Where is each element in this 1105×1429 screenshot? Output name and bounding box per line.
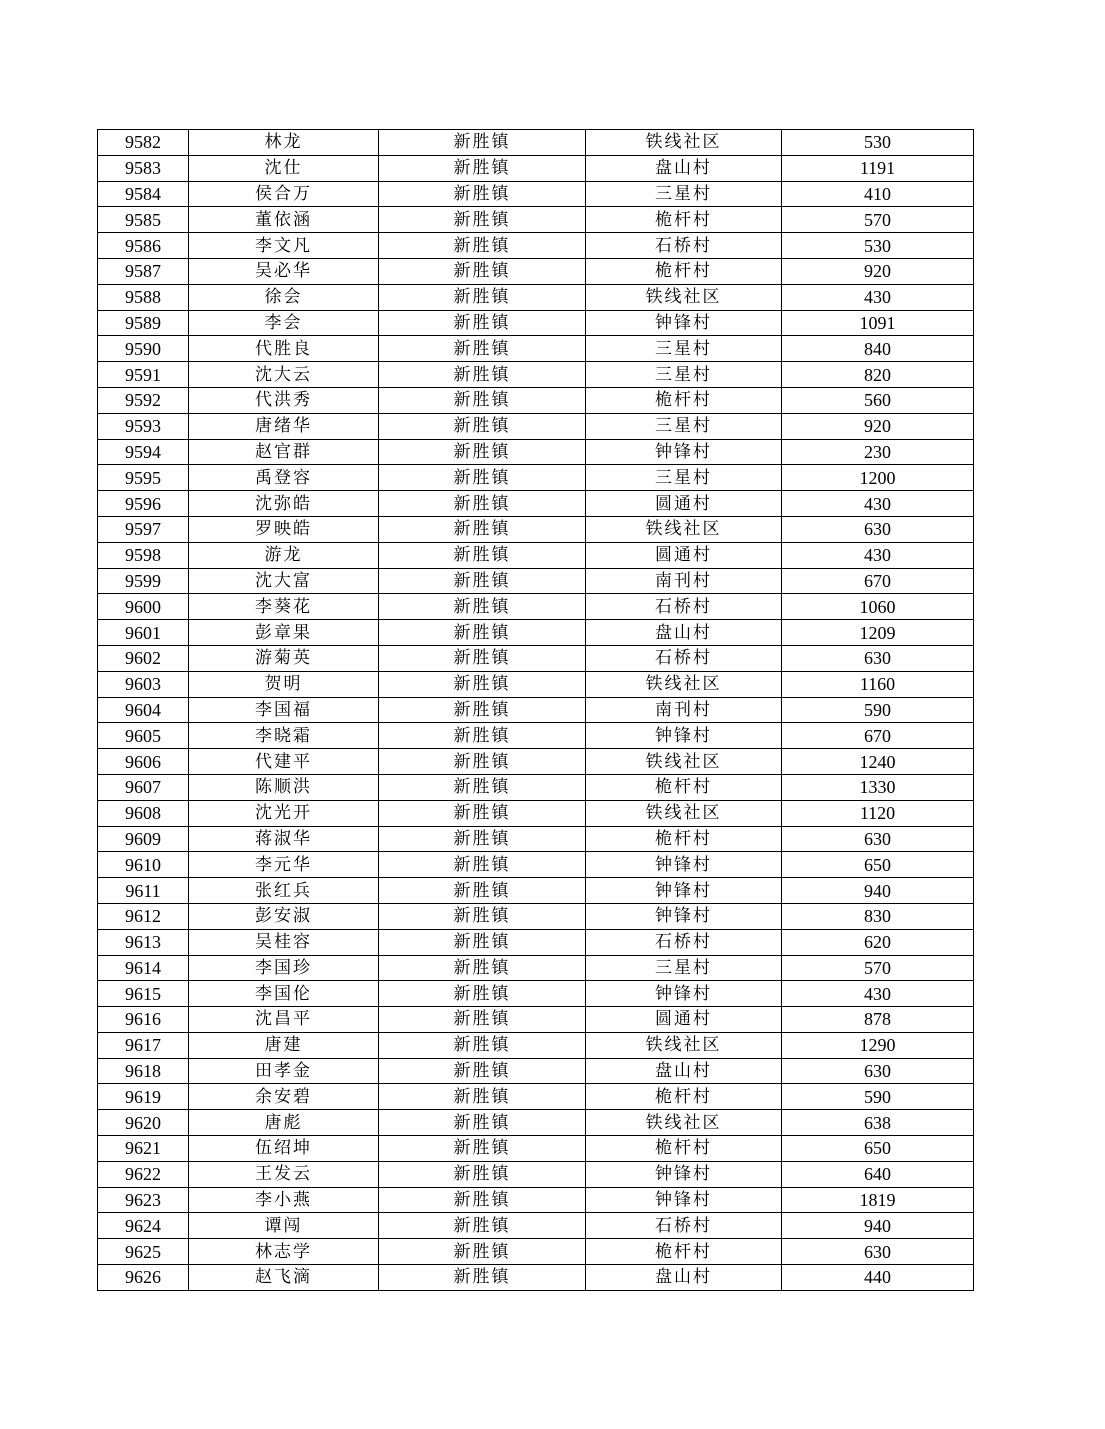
town-cell: 新胜镇 xyxy=(379,413,586,439)
village-cell: 钟锋村 xyxy=(586,981,782,1007)
village-cell: 铁线社区 xyxy=(586,671,782,697)
village-cell: 石桥村 xyxy=(586,1213,782,1239)
name-cell: 代洪秀 xyxy=(189,387,379,413)
town-cell: 新胜镇 xyxy=(379,155,586,181)
village-cell: 钟锋村 xyxy=(586,852,782,878)
town-cell: 新胜镇 xyxy=(379,620,586,646)
name-cell: 唐建 xyxy=(189,1032,379,1058)
table-row xyxy=(98,1265,974,1291)
row-id-cell: 9611 xyxy=(98,878,189,904)
town-cell: 新胜镇 xyxy=(379,1136,586,1162)
table-row xyxy=(98,207,974,233)
town-cell: 新胜镇 xyxy=(379,130,586,156)
amount-cell: 1060 xyxy=(782,594,974,620)
row-id-cell: 9602 xyxy=(98,645,189,671)
amount-cell: 840 xyxy=(782,336,974,362)
table-row xyxy=(98,362,974,388)
amount-cell: 638 xyxy=(782,1110,974,1136)
village-cell: 石桥村 xyxy=(586,929,782,955)
village-cell: 桅杆村 xyxy=(586,207,782,233)
village-cell: 盘山村 xyxy=(586,1058,782,1084)
table-row xyxy=(98,1007,974,1033)
name-cell: 谭闯 xyxy=(189,1213,379,1239)
table-row xyxy=(98,723,974,749)
name-cell: 禹登容 xyxy=(189,465,379,491)
village-cell: 铁线社区 xyxy=(586,800,782,826)
row-id-cell: 9610 xyxy=(98,852,189,878)
row-id-cell: 9586 xyxy=(98,233,189,259)
town-cell: 新胜镇 xyxy=(379,258,586,284)
table-row xyxy=(98,1239,974,1265)
name-cell: 李国福 xyxy=(189,697,379,723)
table-row xyxy=(98,258,974,284)
village-cell: 圆通村 xyxy=(586,542,782,568)
row-id-cell: 9625 xyxy=(98,1239,189,1265)
town-cell: 新胜镇 xyxy=(379,181,586,207)
amount-cell: 1200 xyxy=(782,465,974,491)
records-table xyxy=(97,129,974,1291)
town-cell: 新胜镇 xyxy=(379,800,586,826)
table-row xyxy=(98,1136,974,1162)
name-cell: 吴桂容 xyxy=(189,929,379,955)
row-id-cell: 9615 xyxy=(98,981,189,1007)
row-id-cell: 9624 xyxy=(98,1213,189,1239)
village-cell: 圆通村 xyxy=(586,1007,782,1033)
village-cell: 铁线社区 xyxy=(586,1110,782,1136)
village-cell: 铁线社区 xyxy=(586,749,782,775)
row-id-cell: 9592 xyxy=(98,387,189,413)
town-cell: 新胜镇 xyxy=(379,903,586,929)
name-cell: 彭章果 xyxy=(189,620,379,646)
village-cell: 三星村 xyxy=(586,413,782,439)
amount-cell: 670 xyxy=(782,568,974,594)
name-cell: 蒋淑华 xyxy=(189,826,379,852)
name-cell: 张红兵 xyxy=(189,878,379,904)
village-cell: 三星村 xyxy=(586,181,782,207)
amount-cell: 570 xyxy=(782,955,974,981)
town-cell: 新胜镇 xyxy=(379,723,586,749)
town-cell: 新胜镇 xyxy=(379,645,586,671)
amount-cell: 830 xyxy=(782,903,974,929)
table-row xyxy=(98,387,974,413)
village-cell: 铁线社区 xyxy=(586,516,782,542)
town-cell: 新胜镇 xyxy=(379,955,586,981)
amount-cell: 670 xyxy=(782,723,974,749)
village-cell: 钟锋村 xyxy=(586,439,782,465)
town-cell: 新胜镇 xyxy=(379,465,586,491)
name-cell: 林龙 xyxy=(189,130,379,156)
name-cell: 赵飞滴 xyxy=(189,1265,379,1291)
amount-cell: 590 xyxy=(782,1084,974,1110)
amount-cell: 1191 xyxy=(782,155,974,181)
table-row xyxy=(98,749,974,775)
table-row xyxy=(98,310,974,336)
amount-cell: 1209 xyxy=(782,620,974,646)
table-row xyxy=(98,800,974,826)
amount-cell: 1290 xyxy=(782,1032,974,1058)
town-cell: 新胜镇 xyxy=(379,594,586,620)
table-row xyxy=(98,491,974,517)
town-cell: 新胜镇 xyxy=(379,1265,586,1291)
town-cell: 新胜镇 xyxy=(379,774,586,800)
village-cell: 三星村 xyxy=(586,955,782,981)
name-cell: 唐彪 xyxy=(189,1110,379,1136)
town-cell: 新胜镇 xyxy=(379,1084,586,1110)
amount-cell: 1819 xyxy=(782,1187,974,1213)
row-id-cell: 9582 xyxy=(98,130,189,156)
amount-cell: 570 xyxy=(782,207,974,233)
row-id-cell: 9606 xyxy=(98,749,189,775)
village-cell: 桅杆村 xyxy=(586,826,782,852)
table-row xyxy=(98,465,974,491)
village-cell: 钟锋村 xyxy=(586,310,782,336)
name-cell: 沈弥皓 xyxy=(189,491,379,517)
name-cell: 沈光开 xyxy=(189,800,379,826)
village-cell: 三星村 xyxy=(586,362,782,388)
town-cell: 新胜镇 xyxy=(379,671,586,697)
table-row xyxy=(98,1032,974,1058)
name-cell: 林志学 xyxy=(189,1239,379,1265)
row-id-cell: 9609 xyxy=(98,826,189,852)
row-id-cell: 9621 xyxy=(98,1136,189,1162)
table-row xyxy=(98,826,974,852)
name-cell: 赵官群 xyxy=(189,439,379,465)
name-cell: 吴必华 xyxy=(189,258,379,284)
amount-cell: 440 xyxy=(782,1265,974,1291)
name-cell: 徐会 xyxy=(189,284,379,310)
amount-cell: 630 xyxy=(782,1058,974,1084)
name-cell: 田孝金 xyxy=(189,1058,379,1084)
row-id-cell: 9587 xyxy=(98,258,189,284)
town-cell: 新胜镇 xyxy=(379,284,586,310)
town-cell: 新胜镇 xyxy=(379,1110,586,1136)
town-cell: 新胜镇 xyxy=(379,207,586,233)
amount-cell: 1240 xyxy=(782,749,974,775)
amount-cell: 920 xyxy=(782,413,974,439)
town-cell: 新胜镇 xyxy=(379,1032,586,1058)
town-cell: 新胜镇 xyxy=(379,1187,586,1213)
amount-cell: 430 xyxy=(782,284,974,310)
amount-cell: 410 xyxy=(782,181,974,207)
name-cell: 李国珍 xyxy=(189,955,379,981)
name-cell: 伍绍坤 xyxy=(189,1136,379,1162)
amount-cell: 650 xyxy=(782,852,974,878)
town-cell: 新胜镇 xyxy=(379,1007,586,1033)
village-cell: 南刊村 xyxy=(586,568,782,594)
town-cell: 新胜镇 xyxy=(379,310,586,336)
amount-cell: 630 xyxy=(782,645,974,671)
table-row xyxy=(98,413,974,439)
name-cell: 李小燕 xyxy=(189,1187,379,1213)
row-id-cell: 9620 xyxy=(98,1110,189,1136)
village-cell: 三星村 xyxy=(586,336,782,362)
amount-cell: 430 xyxy=(782,491,974,517)
name-cell: 董依涵 xyxy=(189,207,379,233)
table-row xyxy=(98,542,974,568)
town-cell: 新胜镇 xyxy=(379,516,586,542)
row-id-cell: 9598 xyxy=(98,542,189,568)
village-cell: 钟锋村 xyxy=(586,1161,782,1187)
row-id-cell: 9601 xyxy=(98,620,189,646)
table-row xyxy=(98,697,974,723)
name-cell: 李元华 xyxy=(189,852,379,878)
row-id-cell: 9597 xyxy=(98,516,189,542)
row-id-cell: 9626 xyxy=(98,1265,189,1291)
name-cell: 余安碧 xyxy=(189,1084,379,1110)
amount-cell: 620 xyxy=(782,929,974,955)
amount-cell: 430 xyxy=(782,981,974,1007)
row-id-cell: 9607 xyxy=(98,774,189,800)
table-row xyxy=(98,233,974,259)
row-id-cell: 9588 xyxy=(98,284,189,310)
name-cell: 沈大云 xyxy=(189,362,379,388)
table-row xyxy=(98,516,974,542)
village-cell: 盘山村 xyxy=(586,1265,782,1291)
village-cell: 三星村 xyxy=(586,465,782,491)
amount-cell: 530 xyxy=(782,233,974,259)
amount-cell: 530 xyxy=(782,130,974,156)
town-cell: 新胜镇 xyxy=(379,387,586,413)
table-row xyxy=(98,878,974,904)
row-id-cell: 9596 xyxy=(98,491,189,517)
name-cell: 沈昌平 xyxy=(189,1007,379,1033)
amount-cell: 920 xyxy=(782,258,974,284)
table-row xyxy=(98,929,974,955)
amount-cell: 630 xyxy=(782,1239,974,1265)
village-cell: 南刊村 xyxy=(586,697,782,723)
name-cell: 侯合万 xyxy=(189,181,379,207)
amount-cell: 590 xyxy=(782,697,974,723)
amount-cell: 820 xyxy=(782,362,974,388)
row-id-cell: 9622 xyxy=(98,1161,189,1187)
village-cell: 石桥村 xyxy=(586,594,782,620)
amount-cell: 630 xyxy=(782,826,974,852)
village-cell: 铁线社区 xyxy=(586,1032,782,1058)
town-cell: 新胜镇 xyxy=(379,1213,586,1239)
town-cell: 新胜镇 xyxy=(379,542,586,568)
table-row xyxy=(98,903,974,929)
amount-cell: 1160 xyxy=(782,671,974,697)
amount-cell: 650 xyxy=(782,1136,974,1162)
village-cell: 石桥村 xyxy=(586,645,782,671)
village-cell: 桅杆村 xyxy=(586,387,782,413)
village-cell: 盘山村 xyxy=(586,155,782,181)
row-id-cell: 9599 xyxy=(98,568,189,594)
name-cell: 唐绪华 xyxy=(189,413,379,439)
name-cell: 陈顺洪 xyxy=(189,774,379,800)
table-row xyxy=(98,336,974,362)
row-id-cell: 9600 xyxy=(98,594,189,620)
town-cell: 新胜镇 xyxy=(379,439,586,465)
table-row xyxy=(98,1187,974,1213)
village-cell: 钟锋村 xyxy=(586,903,782,929)
village-cell: 桅杆村 xyxy=(586,1239,782,1265)
row-id-cell: 9608 xyxy=(98,800,189,826)
name-cell: 李会 xyxy=(189,310,379,336)
table-row xyxy=(98,568,974,594)
village-cell: 桅杆村 xyxy=(586,258,782,284)
name-cell: 李文凡 xyxy=(189,233,379,259)
name-cell: 王发云 xyxy=(189,1161,379,1187)
amount-cell: 430 xyxy=(782,542,974,568)
amount-cell: 560 xyxy=(782,387,974,413)
table-row xyxy=(98,852,974,878)
table-row xyxy=(98,981,974,1007)
village-cell: 钟锋村 xyxy=(586,723,782,749)
table-row xyxy=(98,1110,974,1136)
amount-cell: 230 xyxy=(782,439,974,465)
name-cell: 李晓霜 xyxy=(189,723,379,749)
row-id-cell: 9594 xyxy=(98,439,189,465)
row-id-cell: 9612 xyxy=(98,903,189,929)
town-cell: 新胜镇 xyxy=(379,1161,586,1187)
town-cell: 新胜镇 xyxy=(379,749,586,775)
village-cell: 桅杆村 xyxy=(586,1084,782,1110)
village-cell: 盘山村 xyxy=(586,620,782,646)
town-cell: 新胜镇 xyxy=(379,336,586,362)
row-id-cell: 9604 xyxy=(98,697,189,723)
row-id-cell: 9603 xyxy=(98,671,189,697)
name-cell: 代胜良 xyxy=(189,336,379,362)
row-id-cell: 9617 xyxy=(98,1032,189,1058)
row-id-cell: 9593 xyxy=(98,413,189,439)
row-id-cell: 9584 xyxy=(98,181,189,207)
town-cell: 新胜镇 xyxy=(379,852,586,878)
table-row xyxy=(98,1058,974,1084)
table-row xyxy=(98,284,974,310)
row-id-cell: 9591 xyxy=(98,362,189,388)
table-row xyxy=(98,774,974,800)
name-cell: 代建平 xyxy=(189,749,379,775)
row-id-cell: 9585 xyxy=(98,207,189,233)
amount-cell: 630 xyxy=(782,516,974,542)
town-cell: 新胜镇 xyxy=(379,929,586,955)
amount-cell: 1091 xyxy=(782,310,974,336)
amount-cell: 878 xyxy=(782,1007,974,1033)
table-row xyxy=(98,645,974,671)
village-cell: 石桥村 xyxy=(586,233,782,259)
table-row xyxy=(98,955,974,981)
town-cell: 新胜镇 xyxy=(379,697,586,723)
row-id-cell: 9583 xyxy=(98,155,189,181)
town-cell: 新胜镇 xyxy=(379,233,586,259)
row-id-cell: 9595 xyxy=(98,465,189,491)
table-row xyxy=(98,620,974,646)
table-row xyxy=(98,181,974,207)
village-cell: 圆通村 xyxy=(586,491,782,517)
amount-cell: 940 xyxy=(782,1213,974,1239)
row-id-cell: 9605 xyxy=(98,723,189,749)
name-cell: 李葵花 xyxy=(189,594,379,620)
row-id-cell: 9614 xyxy=(98,955,189,981)
row-id-cell: 9619 xyxy=(98,1084,189,1110)
amount-cell: 640 xyxy=(782,1161,974,1187)
row-id-cell: 9613 xyxy=(98,929,189,955)
table-row xyxy=(98,439,974,465)
town-cell: 新胜镇 xyxy=(379,568,586,594)
village-cell: 铁线社区 xyxy=(586,284,782,310)
row-id-cell: 9623 xyxy=(98,1187,189,1213)
name-cell: 游菊英 xyxy=(189,645,379,671)
row-id-cell: 9618 xyxy=(98,1058,189,1084)
town-cell: 新胜镇 xyxy=(379,1239,586,1265)
town-cell: 新胜镇 xyxy=(379,1058,586,1084)
amount-cell: 1330 xyxy=(782,774,974,800)
name-cell: 贺明 xyxy=(189,671,379,697)
village-cell: 桅杆村 xyxy=(586,1136,782,1162)
town-cell: 新胜镇 xyxy=(379,878,586,904)
table-row xyxy=(98,130,974,156)
table-row xyxy=(98,594,974,620)
row-id-cell: 9590 xyxy=(98,336,189,362)
table-row xyxy=(98,1213,974,1239)
records-body xyxy=(98,130,974,1291)
amount-cell: 940 xyxy=(782,878,974,904)
village-cell: 钟锋村 xyxy=(586,878,782,904)
table-row xyxy=(98,155,974,181)
village-cell: 桅杆村 xyxy=(586,774,782,800)
village-cell: 钟锋村 xyxy=(586,1187,782,1213)
row-id-cell: 9616 xyxy=(98,1007,189,1033)
table-row xyxy=(98,671,974,697)
name-cell: 罗映皓 xyxy=(189,516,379,542)
table-row xyxy=(98,1161,974,1187)
table-row xyxy=(98,1084,974,1110)
row-id-cell: 9589 xyxy=(98,310,189,336)
name-cell: 沈大富 xyxy=(189,568,379,594)
name-cell: 彭安淑 xyxy=(189,903,379,929)
name-cell: 游龙 xyxy=(189,542,379,568)
village-cell: 铁线社区 xyxy=(586,130,782,156)
town-cell: 新胜镇 xyxy=(379,362,586,388)
amount-cell: 1120 xyxy=(782,800,974,826)
town-cell: 新胜镇 xyxy=(379,826,586,852)
name-cell: 沈仕 xyxy=(189,155,379,181)
town-cell: 新胜镇 xyxy=(379,981,586,1007)
name-cell: 李国伦 xyxy=(189,981,379,1007)
town-cell: 新胜镇 xyxy=(379,491,586,517)
